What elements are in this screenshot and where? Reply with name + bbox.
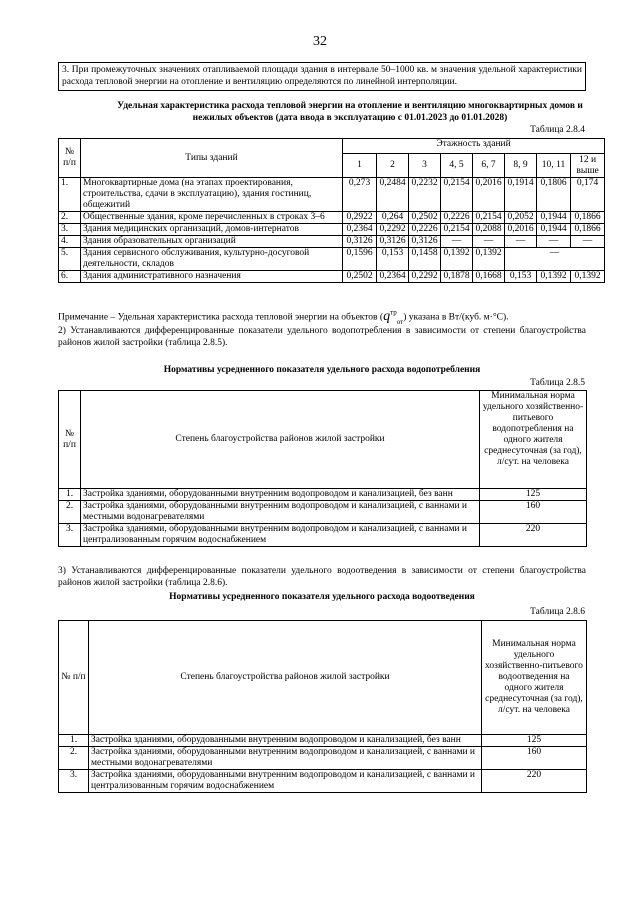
floor-header: 3: [409, 154, 441, 178]
row-number: 3.: [59, 770, 89, 793]
t3-header-norm: Минимальная норма удельного хозяйственно-питьевого водоотведения на одного жителя среднесуточная (за год), л/сут. на человека: [482, 621, 587, 735]
norm-value: 220: [480, 524, 587, 547]
value-cell: 0,1878: [441, 271, 473, 283]
table-2-8-4: [58, 138, 605, 283]
table2-label: Таблица 2.8.5: [530, 378, 585, 388]
floor-header: 8, 9: [505, 154, 537, 178]
value-cell: 0,3126: [343, 236, 377, 248]
value-cell: 0,2232: [409, 178, 441, 212]
row-number: 2.: [59, 212, 81, 224]
value-cell: 0,1866: [571, 212, 605, 224]
table1-note-before: Примечание – Удельная характеристика расхода тепловой энергии на объектов (: [58, 312, 384, 323]
floor-header: 10, 11: [537, 154, 571, 178]
value-cell: 0,1806: [537, 178, 571, 212]
value-cell: —: [505, 236, 537, 248]
row-number: 6.: [59, 271, 81, 283]
value-cell: 0,2484: [377, 178, 409, 212]
paragraph-2: 2) Устанавливаются дифференцированные показатели удельного водопотребления в зависимости от степени благоустройства районов жилой застройки (таблица 2.8.5).: [58, 326, 586, 348]
table1-label: Таблица 2.8.4: [530, 125, 585, 135]
row-number: 1.: [59, 178, 81, 212]
value-cell: 0,2502: [343, 271, 377, 283]
value-cell: 0,1914: [505, 178, 537, 212]
table-row: [59, 489, 587, 501]
improvement-degree: Застройка зданиями, оборудованными внутренним водопроводом и канализацией, с ваннами и местными водонагревателями: [81, 501, 480, 524]
table2-title: Нормативы усредненного показателя удельного расхода водопотребления: [163, 365, 481, 375]
value-cell: 0,1944: [537, 224, 571, 236]
building-type: Многоквартирные дома (на этапах проектирования, строительства, сдачи в эксплуатацию), здания гостиниц, общежитий: [81, 178, 343, 212]
row-number: 4.: [59, 236, 81, 248]
table1-title: Удельная характеристика расхода тепловой энергии на отопление и вентиляцию многоквартирных домов и нежилых объектов (дата ввода в эксплуатацию с 01.01.2023 до 01.01.2028): [117, 101, 583, 123]
improvement-degree: Застройка зданиями, оборудованными внутренним водопроводом и канализацией, с ваннами и централизованным горячим водоснабжением: [89, 770, 482, 793]
building-type: Здания медицинских организаций, домов-интернатов: [81, 224, 343, 236]
table-row: [59, 271, 605, 283]
value-cell: 0,2154: [441, 178, 473, 212]
building-type: Здания образовательных организаций: [81, 236, 343, 248]
value-cell: 0,1866: [571, 224, 605, 236]
norm-value: 125: [482, 735, 587, 747]
building-type: Общественные здания, кроме перечисленных в строках 3–6: [81, 212, 343, 224]
table3-title: Нормативы усредненного показателя удельного расхода водоотведения: [169, 592, 475, 602]
value-cell: 0,1392: [537, 271, 571, 283]
table-row: [59, 212, 605, 224]
merged-dash-cell: —: [505, 248, 605, 271]
building-type: Здания административного назначения: [81, 271, 343, 283]
norm-value: 220: [482, 770, 587, 793]
floor-header: 12 и выше: [571, 154, 605, 178]
norm-value: 160: [482, 747, 587, 770]
floor-header: 6, 7: [473, 154, 505, 178]
value-cell: —: [441, 236, 473, 248]
table-row: [59, 248, 605, 271]
value-cell: 0,1458: [409, 248, 441, 271]
value-cell: 0,153: [505, 271, 537, 283]
value-cell: 0,273: [343, 178, 377, 212]
top-note: 3. При промежуточных значениях отапливаемой площади здания в интервале 50–1000 кв. м значения удельной характеристики расхода тепловой энергии на отопление и вентиляцию определяются по линейной интерполяции.: [59, 63, 586, 91]
table1-note: [58, 307, 588, 328]
improvement-degree: Застройка зданиями, оборудованными внутренним водопроводом и канализацией, без ванн: [89, 735, 482, 747]
value-cell: 0,2364: [377, 271, 409, 283]
table-row: [59, 735, 587, 747]
table-row: [59, 501, 587, 524]
value-cell: 0,1596: [343, 248, 377, 271]
value-cell: 0,3126: [409, 236, 441, 248]
value-cell: 0,2154: [473, 212, 505, 224]
row-number: 3.: [59, 224, 81, 236]
value-cell: 0,2226: [441, 212, 473, 224]
q-symbol: $q^{тр}_{от}$: [383, 308, 404, 326]
value-cell: 0,153: [377, 248, 409, 271]
improvement-degree: Застройка зданиями, оборудованными внутренним водопроводом и канализацией, с ваннами и централизованным горячим водоснабжением: [81, 524, 480, 547]
value-cell: 0,3126: [377, 236, 409, 248]
table-2-8-6: [58, 620, 587, 793]
table-row: [59, 224, 605, 236]
norm-value: 160: [480, 501, 587, 524]
t1-header-num: № п/п: [59, 139, 81, 178]
t2-header-norm: Минимальная норма удельного хозяйственно-питьевого водопотребления на одного жителя среднесуточная (за год), л/сут. на человека: [480, 391, 587, 489]
row-number: 3.: [59, 524, 81, 547]
row-number: 1.: [59, 489, 81, 501]
floor-header: 2: [377, 154, 409, 178]
value-cell: 0,2016: [473, 178, 505, 212]
table-row: [59, 178, 605, 212]
value-cell: 0,2154: [441, 224, 473, 236]
page-number: 32: [313, 34, 327, 49]
top-note-box: [58, 62, 586, 91]
value-cell: 0,1668: [473, 271, 505, 283]
row-number: 2.: [59, 501, 81, 524]
table3-label: Таблица 2.8.6: [530, 607, 585, 617]
row-number: 1.: [59, 735, 89, 747]
t1-header-floors: Этажность зданий: [343, 139, 605, 154]
table-row: [59, 747, 587, 770]
value-cell: —: [537, 236, 571, 248]
value-cell: 0,1944: [537, 212, 571, 224]
floor-header: 1: [343, 154, 377, 178]
row-number: 2.: [59, 747, 89, 770]
improvement-degree: Застройка зданиями, оборудованными внутренним водопроводом и канализацией, с ваннами и местными водонагревателями: [89, 747, 482, 770]
value-cell: 0,2364: [343, 224, 377, 236]
value-cell: 0,264: [377, 212, 409, 224]
value-cell: 0,2292: [409, 271, 441, 283]
t1-header-type: Типы зданий: [81, 139, 343, 178]
t3-header-degree: Степень благоустройства районов жилой застройки: [89, 621, 482, 735]
norm-value: 125: [480, 489, 587, 501]
value-cell: 0,2088: [473, 224, 505, 236]
value-cell: 0,2052: [505, 212, 537, 224]
t2-header-num: № п/п: [59, 391, 81, 489]
value-cell: 0,2292: [377, 224, 409, 236]
value-cell: 0,1392: [441, 248, 473, 271]
t2-header-degree: Степень благоустройства районов жилой застройки: [81, 391, 480, 489]
value-cell: 0,2016: [505, 224, 537, 236]
table-row: [59, 236, 605, 248]
paragraph-3: 3) Устанавливаются дифференцированные показатели удельного водоотведения в зависимости от степени благоустройства районов жилой застройки (таблица 2.8.6).: [58, 566, 586, 588]
value-cell: 0,2922: [343, 212, 377, 224]
value-cell: 0,174: [571, 178, 605, 212]
row-number: 5.: [59, 248, 81, 271]
improvement-degree: Застройка зданиями, оборудованными внутренним водопроводом и канализацией, без ванн: [81, 489, 480, 501]
table-row: [59, 524, 587, 547]
table-2-8-5: [58, 390, 587, 547]
value-cell: 0,2226: [409, 224, 441, 236]
floor-header: 4, 5: [441, 154, 473, 178]
value-cell: 0,1392: [571, 271, 605, 283]
value-cell: 0,2502: [409, 212, 441, 224]
table1-note-after: ) указана в Вт/(куб. м·°С).: [403, 312, 509, 323]
value-cell: 0,1392: [473, 248, 505, 271]
value-cell: —: [571, 236, 605, 248]
table-row: [59, 770, 587, 793]
t3-header-num: № п/п: [59, 621, 89, 735]
value-cell: —: [473, 236, 505, 248]
building-type: Здания сервисного обслуживания, культурно-досуговой деятельности, складов: [81, 248, 343, 271]
